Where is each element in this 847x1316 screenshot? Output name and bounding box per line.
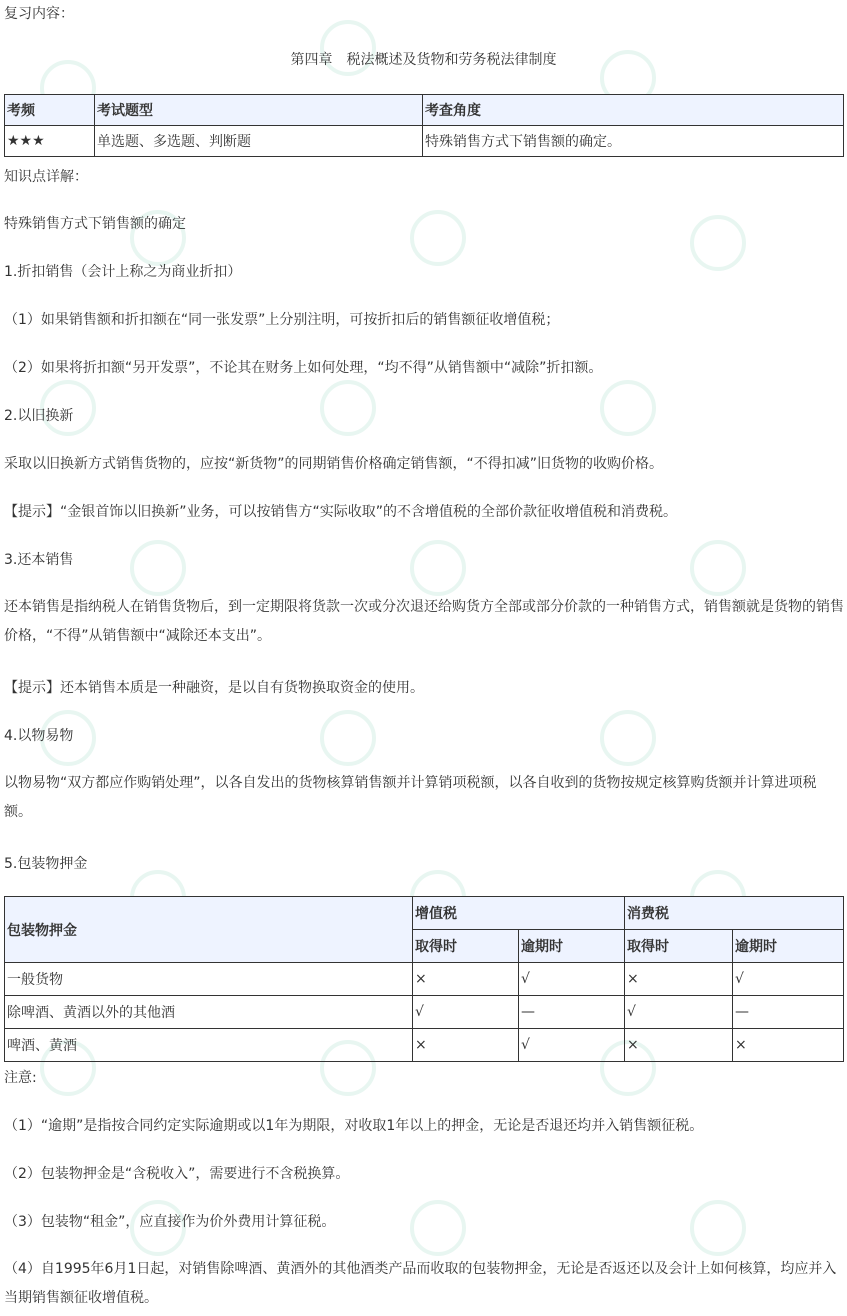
sub-header: 逾期时	[519, 930, 625, 963]
s2-title: 2.以旧换新	[4, 408, 74, 424]
cell-mark: —	[733, 996, 844, 1029]
cell-mark: √	[519, 1029, 625, 1062]
table-row	[5, 963, 844, 996]
row-name: 啤酒、黄酒	[5, 1029, 413, 1062]
s3-paragraph: 还本销售是指纳税人在销售货物后，到一定期限将货款一次或分次退还给购货方全部或部分价款的一种销售方式，销售额就是货物的销售价格，“不得”从销售额中“减除还本支出”。	[4, 599, 844, 644]
header-vat: 增值税	[413, 897, 625, 930]
watermark-logo-icon	[690, 1200, 750, 1260]
table-row	[5, 996, 844, 1029]
header-frequency: 考频	[5, 95, 95, 126]
s3-tip: 【提示】还本销售本质是一种融资，是以自有货物换取资金的使用。	[4, 680, 424, 696]
sub-header: 逾期时	[733, 930, 844, 963]
cell-mark: √	[733, 963, 844, 996]
cell-mark: ×	[625, 1029, 733, 1062]
cell-mark: √	[519, 963, 625, 996]
frequency-stars: ★★★	[5, 126, 95, 157]
s1-title: 1.折扣销售（会计上称之为商业折扣）	[4, 264, 242, 280]
watermark-logo-icon	[320, 710, 380, 770]
cell-mark: ×	[413, 1029, 519, 1062]
note-4: （4）自1995年6月1日起，对销售除啤酒、黄酒外的其他酒类产品而收取的包装物押金，无论是否返还以及会计上如何核算，均应并入当期销售额征收增值税。	[4, 1261, 837, 1306]
s4-title: 4.以物易物	[4, 728, 74, 744]
overview-table	[4, 94, 844, 157]
note-3: （3）包装物“租金”，应直接作为价外费用计算征税。	[4, 1214, 336, 1230]
s2-paragraph: 采取以旧换新方式销售货物的，应按“新货物”的同期销售价格确定销售额，“不得扣减”旧货物的收购价格。	[4, 456, 664, 472]
question-types: 单选题、多选题、判断题	[95, 126, 423, 157]
sub-header: 取得时	[413, 930, 519, 963]
section-title: 特殊销售方式下销售额的确定	[4, 216, 186, 232]
row-name: 除啤酒、黄酒以外的其他酒	[5, 996, 413, 1029]
s4-paragraph: 以物易物“双方都应作购销处理”，以各自发出的货物核算销售额并计算销项税额，以各自收到的货物按规定核算购货额并计算进项税额。	[4, 775, 817, 820]
chapter-title: 第四章 税法概述及货物和劳务税法律制度	[290, 52, 557, 68]
s3-title: 3.还本销售	[4, 552, 74, 568]
note-1: （1）“逾期”是指按合同约定实际逾期或以1年为期限，对收取1年以上的押金，无论是否退还均并入销售额征税。	[4, 1118, 704, 1134]
watermark-logo-icon	[410, 1200, 470, 1260]
cell-mark: —	[519, 996, 625, 1029]
deposit-table	[4, 896, 844, 1062]
watermark-logo-icon	[690, 215, 750, 275]
s2-tip: 【提示】“金银首饰以旧换新”业务，可以按销售方“实际收取”的不含增值税的全部价款征收增值税和消费税。	[4, 504, 678, 520]
header-consumption-tax: 消费税	[625, 897, 844, 930]
header-exam-focus: 考查角度	[423, 95, 844, 126]
sub-header: 取得时	[625, 930, 733, 963]
watermark-logo-icon	[600, 710, 660, 770]
cell-mark: √	[625, 996, 733, 1029]
cell-mark: ×	[625, 963, 733, 996]
watermark-logo-icon	[600, 380, 660, 440]
s1-paragraph-1: （1）如果销售额和折扣额在“同一张发票”上分别注明，可按折扣后的销售额征收增值税；	[4, 312, 560, 328]
row-name: 一般货物	[5, 963, 413, 996]
cell-mark: ×	[733, 1029, 844, 1062]
s1-paragraph-2: （2）如果将折扣额“另开发票”，不论其在财务上如何处理，“均不得”从销售额中“减除”折扣额。	[4, 360, 603, 376]
note-2: （2）包装物押金是“含税收入”，需要进行不含税换算。	[4, 1166, 350, 1182]
cell-mark: √	[413, 996, 519, 1029]
cell-mark: ×	[413, 963, 519, 996]
s5-title: 5.包装物押金	[4, 856, 88, 872]
watermark-logo-icon	[410, 210, 470, 270]
detail-label: 知识点详解：	[4, 169, 88, 185]
table-row	[5, 1029, 844, 1062]
review-label: 复习内容：	[4, 6, 74, 22]
watermark-logo-icon	[690, 540, 750, 600]
watermark-logo-icon	[130, 540, 190, 600]
note-label: 注意:	[4, 1070, 37, 1086]
watermark-logo-icon	[320, 380, 380, 440]
deposit-table-corner: 包装物押金	[5, 897, 413, 963]
exam-focus: 特殊销售方式下销售额的确定。	[423, 126, 844, 157]
watermark-logo-icon	[410, 540, 470, 600]
header-question-type: 考试题型	[95, 95, 423, 126]
